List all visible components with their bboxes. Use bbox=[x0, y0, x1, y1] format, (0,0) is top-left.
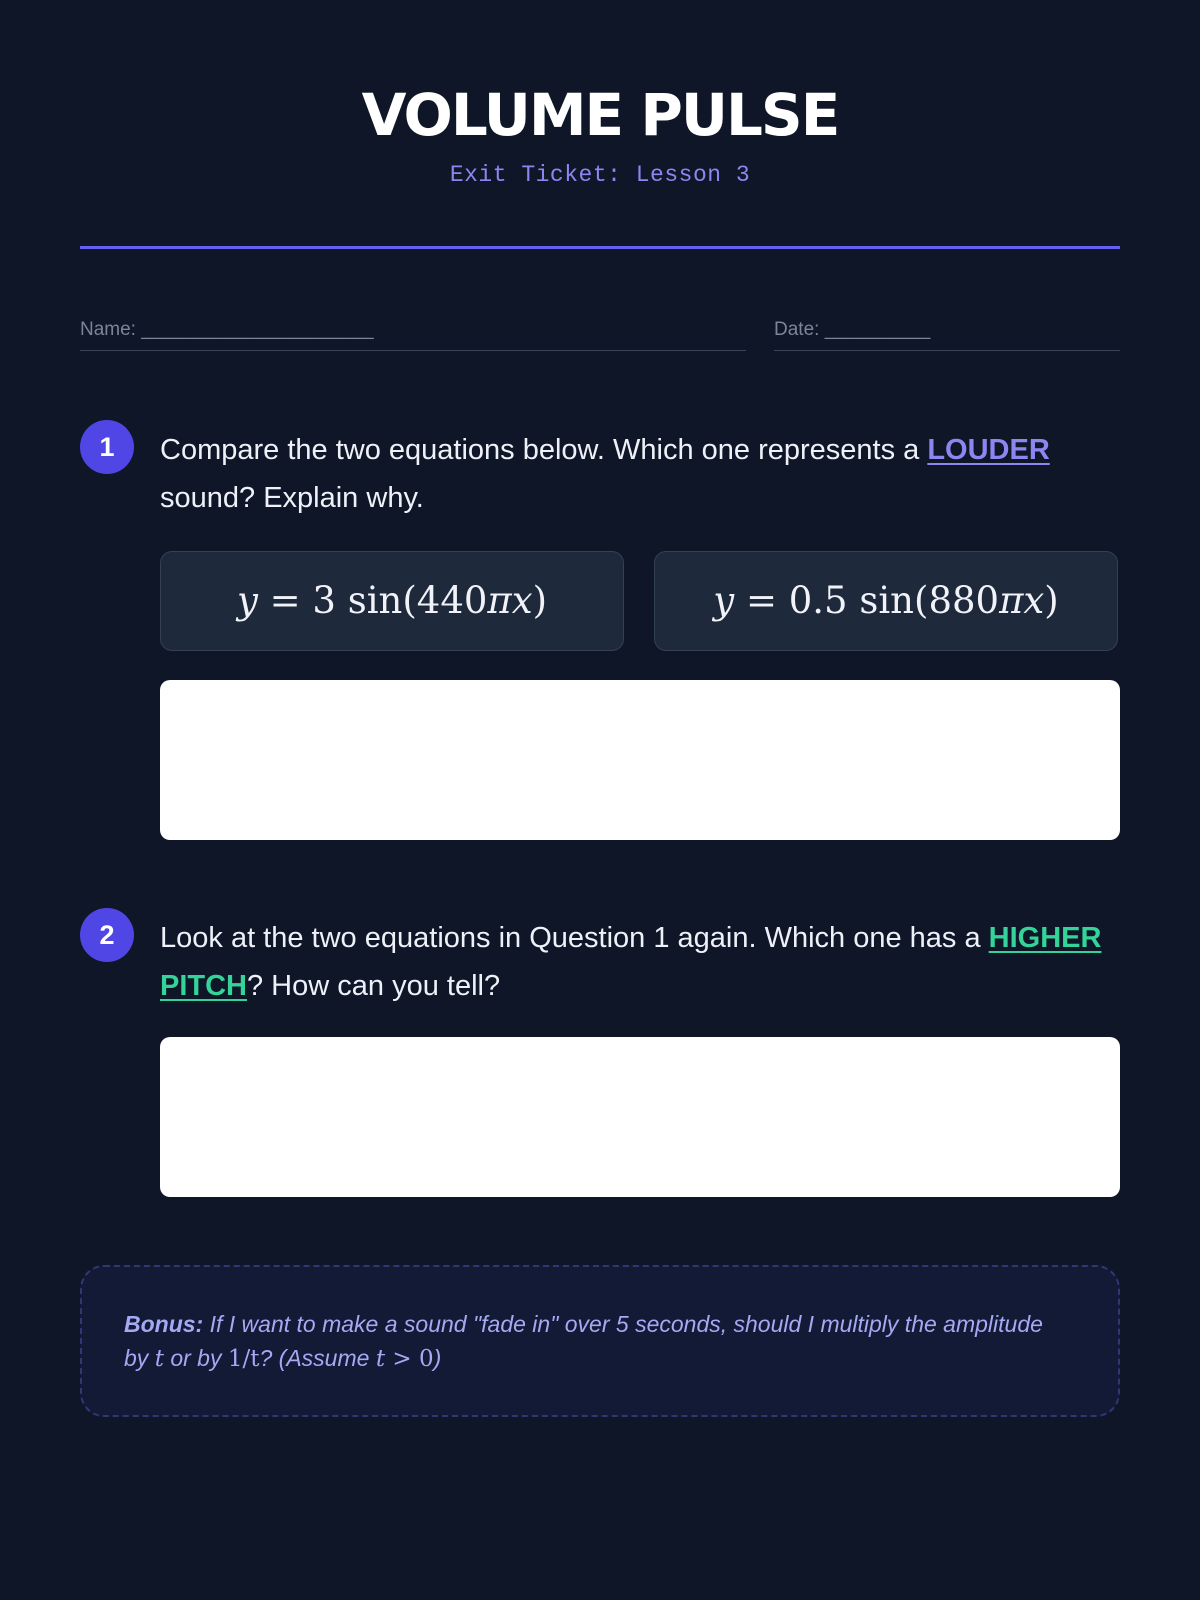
equation-2-variable: x bbox=[1023, 579, 1045, 622]
bonus-var-t: t bbox=[154, 1346, 164, 1372]
equation-1-amplitude: 3 bbox=[312, 579, 336, 622]
question-1-text-before: Compare the two equations below. Which one represents a bbox=[160, 434, 928, 466]
equation-2-lhs: y bbox=[713, 579, 735, 622]
equation-2-frequency: 880 bbox=[928, 579, 1000, 622]
page-title: VOLUME PULSE bbox=[361, 81, 839, 149]
name-label: Name: ______________________ bbox=[80, 319, 374, 340]
question-2-prompt bbox=[160, 914, 1120, 1010]
bonus-condition: > 0 bbox=[385, 1346, 434, 1372]
equation-card-1: y = 3 sin(440πx) bbox=[160, 551, 624, 651]
equation-1-frequency: 440 bbox=[416, 579, 488, 622]
question-2-number-badge: 2 bbox=[80, 908, 134, 962]
question-2-text-before: Look at the two equations in Question 1 again. Which one has a bbox=[160, 922, 989, 954]
page-subtitle: Exit Ticket: Lesson 3 bbox=[449, 162, 751, 188]
question-1-prompt bbox=[160, 426, 1120, 522]
equation-2-equals: = bbox=[745, 579, 777, 622]
equation-1-pi: π bbox=[487, 579, 512, 622]
bonus-text-3: ? (Assume bbox=[259, 1345, 376, 1371]
bonus-text-2: or by bbox=[163, 1345, 228, 1371]
bonus-label: Bonus: bbox=[124, 1311, 204, 1337]
higher-pitch-keyword: HIGHER PITCH bbox=[160, 922, 1102, 1002]
bonus-text-1: If I want to make a sound "fade in" over 5 seconds, should I multiply the amplitude by bbox=[124, 1311, 1043, 1371]
equation-1-variable: x bbox=[511, 579, 533, 622]
bonus-text bbox=[124, 1307, 1064, 1376]
question-2-answer-box[interactable] bbox=[160, 1037, 1120, 1197]
header-divider bbox=[80, 246, 1120, 249]
date-label: Date: __________ bbox=[774, 319, 931, 340]
question-2-text-after: ? How can you tell? bbox=[247, 970, 501, 1002]
bonus-inverse-t: 1/t bbox=[227, 1346, 260, 1372]
bonus-box bbox=[80, 1265, 1120, 1417]
question-1-number-badge: 1 bbox=[80, 420, 134, 474]
question-1-text-after: sound? Explain why. bbox=[160, 482, 424, 514]
bonus-text-4: ) bbox=[433, 1345, 442, 1371]
question-1-answer-box[interactable] bbox=[160, 680, 1120, 840]
equation-1-equals: = bbox=[269, 579, 301, 622]
exit-ticket-page bbox=[80, 0, 1120, 1600]
equation-2-amplitude: 0.5 bbox=[788, 579, 848, 622]
date-field[interactable] bbox=[774, 316, 1120, 351]
equation-2-pi: π bbox=[999, 579, 1024, 622]
equation-2-function: sin bbox=[859, 579, 914, 622]
equation-1-lhs: y bbox=[236, 579, 258, 622]
equation-card-2: y = 0.5 sin(880πx) bbox=[654, 551, 1118, 651]
equation-1-function: sin bbox=[347, 579, 403, 622]
louder-keyword: LOUDER bbox=[927, 434, 1050, 466]
name-field[interactable] bbox=[80, 316, 746, 351]
bonus-condition-t: t bbox=[375, 1346, 386, 1372]
